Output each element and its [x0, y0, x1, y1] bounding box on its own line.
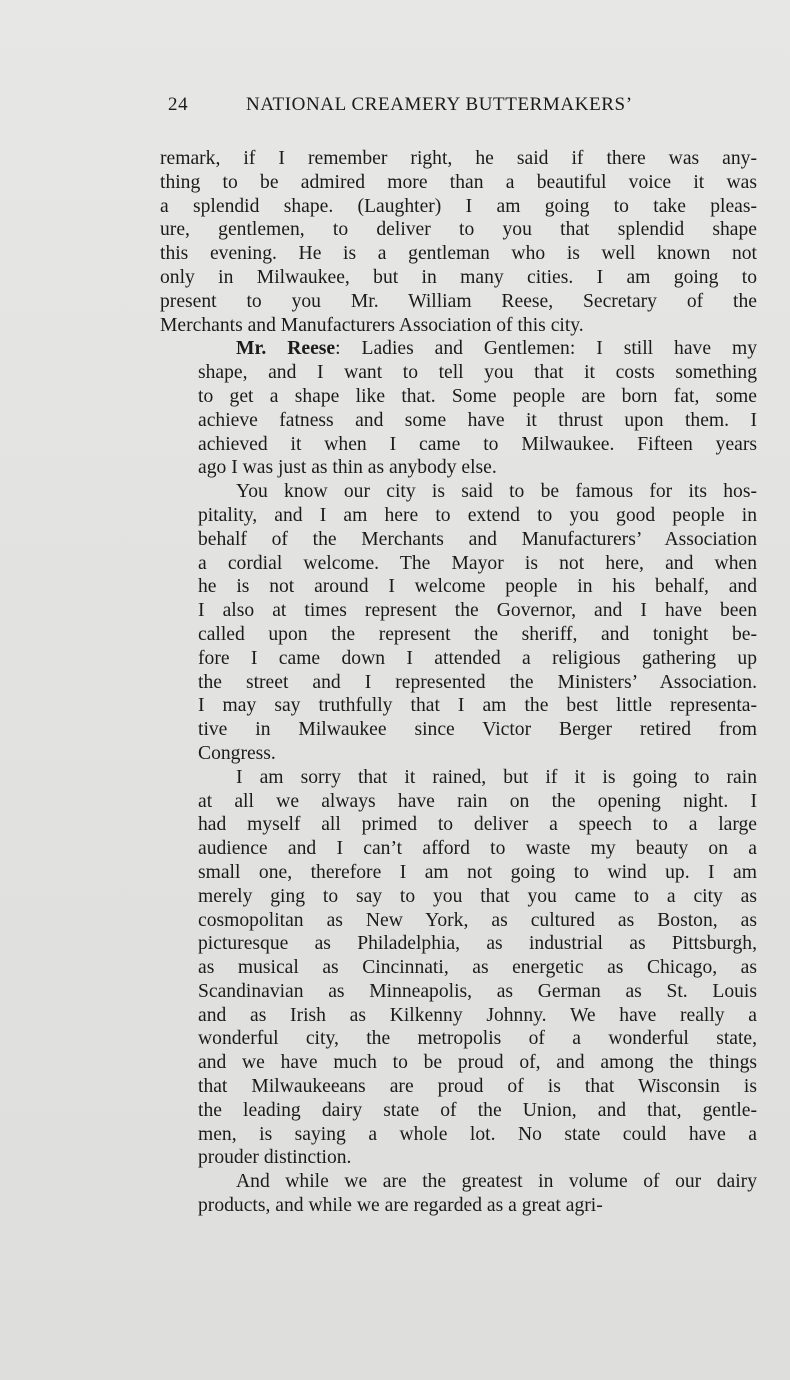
paragraph — [160, 766, 757, 1171]
text-line — [160, 337, 757, 361]
text-line: achieved it when I came to Milwaukee. Fifteen years — [198, 433, 757, 455]
text-line: Merchants and Manufacturers Association of this city. — [160, 314, 584, 336]
text-line: achieve fatness and some have it thrust upon them. I — [198, 409, 757, 431]
text-line: small one, therefore I am not going to wind up. I am — [198, 861, 757, 883]
running-title: NATIONAL CREAMERY BUTTERMAKERS’ — [246, 94, 633, 115]
text-line: I also at times represent the Governor, and I have been — [198, 600, 757, 622]
text-line: remark, if I remember right, he said if there was any- — [160, 148, 757, 169]
text-line: And while we are the greatest in volume of our dairy — [236, 1171, 757, 1193]
text-line: Congress. — [198, 742, 276, 764]
text-line: called upon the represent the sheriff, and tonight be- — [198, 623, 757, 645]
text-line: tive in Milwaukee since Victor Berger retired from — [198, 719, 757, 741]
text-line: audience and I can’t afford to waste my beauty on a — [198, 838, 757, 860]
text-line: a cordial welcome. The Mayor is not here, and when — [198, 552, 757, 574]
text-line: and as Irish as Kilkenny Johnny. We have really a — [198, 1004, 757, 1026]
text-line: pitality, and I am here to extend to you good people in — [198, 504, 757, 526]
text-line: this evening. He is a gentleman who is well known not — [160, 243, 757, 265]
paragraph — [160, 1170, 757, 1218]
text-line: present to you Mr. William Reese, Secretary of the — [160, 290, 757, 312]
text-line: a splendid shape. (Laughter) I am going to take pleas- — [160, 195, 757, 217]
text-line: picturesque as Philadelphia, as industrial as Pittsburgh, — [198, 933, 757, 955]
text-line: men, is saying a whole lot. No state could have a — [198, 1123, 757, 1145]
paragraph — [160, 337, 757, 480]
body-text — [160, 147, 757, 1218]
text-line: shape, and I want to tell you that it costs something — [198, 362, 757, 384]
text-line: that Milwaukeeans are proud of is that Wisconsin is — [198, 1076, 757, 1098]
text-line: prouder distinction. — [198, 1147, 352, 1169]
paragraph — [160, 480, 757, 766]
text-line: only in Milwaukee, but in many cities. I am going to — [160, 266, 757, 288]
text-line: ago I was just as thin as anybody else. — [198, 457, 497, 479]
text-line: he is not around I welcome people in his behalf, and — [198, 576, 757, 598]
paragraph — [160, 147, 757, 337]
text-line: Scandinavian as Minneapolis, as German as St. Louis — [198, 980, 757, 1002]
text-line: wonderful city, the metropolis of a wonderful state, — [198, 1028, 757, 1050]
text-line: had myself all primed to deliver a speech to a large — [198, 814, 757, 836]
text-line: at all we always have rain on the opening night. I — [198, 790, 757, 812]
text-line: I am sorry that it rained, but if it is going to rain — [236, 766, 757, 788]
text-line: to get a shape like that. Some people are born fat, some — [198, 385, 757, 407]
text-line: thing to be admired more than a beautiful voice it was — [160, 171, 757, 193]
running-header — [168, 94, 708, 124]
text-line: the leading dairy state of the Union, and that, gentle- — [198, 1099, 757, 1121]
text-line: products, and while we are regarded as a great agri- — [198, 1195, 603, 1217]
line-text: : Ladies and Gentlemen: I still have my — [335, 338, 758, 360]
text-line: the street and I represented the Ministers’ Association. — [198, 671, 757, 693]
text-line: You know our city is said to be famous for its hos- — [236, 481, 757, 503]
text-line: I may say truthfully that I am the best little representa- — [198, 695, 757, 717]
page-number: 24 — [168, 94, 189, 115]
text-line: ure, gentlemen, to deliver to you that splendid shape — [160, 219, 757, 241]
text-line: as musical as Cincinnati, as energetic as Chicago, as — [198, 957, 757, 979]
text-line: behalf of the Merchants and Manufacturers’ Association — [198, 528, 757, 550]
speaker-name: Mr. Reese — [236, 338, 336, 360]
text-line: fore I came down I attended a religious gathering up — [198, 647, 757, 669]
text-line: and we have much to be proud of, and among the things — [198, 1052, 757, 1074]
text-line: merely ging to say to you that you came to a city as — [198, 885, 757, 907]
text-line: cosmopolitan as New York, as cultured as Boston, as — [198, 909, 757, 931]
